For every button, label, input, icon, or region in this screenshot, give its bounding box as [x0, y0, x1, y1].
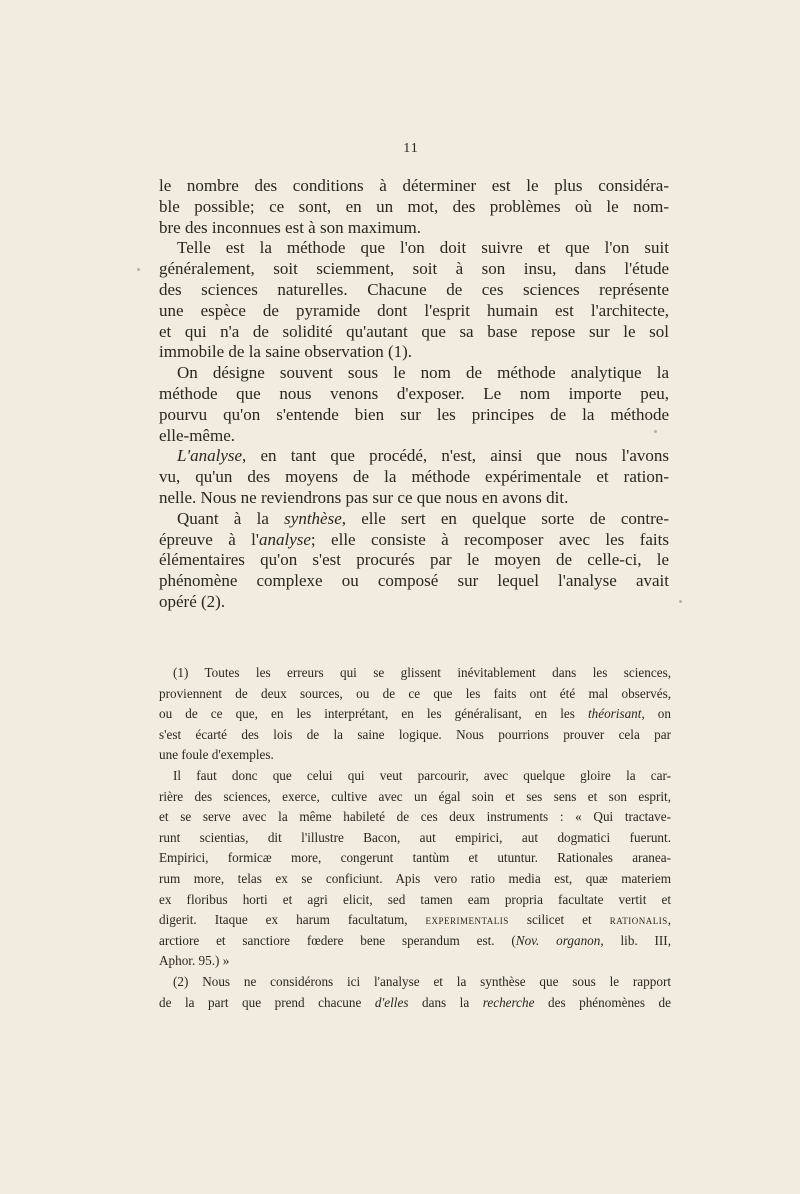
main-line — [159, 509, 669, 530]
main-text-text: ble possible; ce sont, en un mot, des problèmes où le nom- — [159, 196, 669, 216]
footnote-line — [159, 766, 671, 787]
main-line — [159, 301, 669, 322]
main-pre_it-text: L'analyse — [177, 446, 243, 466]
main-line — [159, 592, 669, 613]
footnote-text-text: des phénomènes de — [534, 994, 671, 1010]
footnote-pre-text: digerit. Itaque ex harum facultatum, — [159, 912, 426, 928]
footnote-text-text: une foule d'exemples. — [159, 747, 274, 763]
main-text-text: généralement, soit sciemment, soit à son insu, dans l'étude — [159, 259, 669, 279]
footnote-text-text: , lib. III, — [600, 932, 671, 948]
footnote-text-text: proviennent de deux sources, ou de ce que les faits ont été mal observés, — [159, 685, 671, 701]
main-text-block — [159, 176, 669, 613]
footnote-pre-text: de la part que prend chacune — [159, 994, 375, 1010]
main-text-text: , en tant que procédé, n'est, ainsi que nous l'avons — [242, 446, 669, 466]
main-text-text: le nombre des conditions à déterminer est le plus considéra- — [159, 176, 669, 195]
main-line — [159, 197, 669, 218]
main-line — [159, 571, 669, 592]
footnote-pre-text: ou de ce que, en les interprétant, en les généralisant, en les — [159, 706, 588, 722]
main-line — [159, 218, 669, 239]
footnote-line — [159, 787, 671, 808]
main-text-text: méthode que nous venons d'exposer. Le nom importe peu, — [159, 383, 669, 403]
main-pre-text: Quant à la — [177, 508, 285, 528]
footnote-line — [159, 663, 671, 684]
footnote-line — [159, 807, 671, 828]
main-line — [159, 530, 669, 551]
main-text-text: phénomène complexe ou composé sur lequel l'analyse avait — [159, 571, 669, 591]
paper-speck — [137, 268, 140, 271]
footnote-sc1-text: experimentalis — [425, 912, 509, 928]
footnote-line — [159, 725, 671, 746]
main-text-text: elle-même. — [159, 425, 235, 445]
footnote-line — [159, 684, 671, 705]
main-line — [159, 488, 669, 509]
paper-speck — [654, 430, 657, 433]
main-text-text: une espèce de pyramide dont l'esprit humain est l'architecte, — [159, 300, 669, 320]
footnote-text-text: , on — [641, 706, 671, 722]
footnote-text-text: Il faut donc que celui qui veut parcourir, avec quelque gloire la car- — [173, 767, 671, 783]
main-text-text: vu, qu'un des moyens de la méthode expérimentale et ration- — [159, 467, 669, 487]
footnote-it-text: théorisant — [587, 706, 642, 722]
main-line — [159, 467, 669, 488]
main-line — [159, 446, 669, 467]
footnote-text-text: et se serve avec la même habileté de ces deux instruments : « Qui tractave- — [159, 809, 671, 825]
footnotes-block — [159, 663, 671, 1013]
footnote-line — [159, 704, 671, 725]
main-line — [159, 405, 669, 426]
main-paragraphs — [159, 176, 669, 613]
main-text-text: , elle sert en quelque sorte de contre- — [341, 508, 670, 528]
footnote-text-text: (1) Toutes les erreurs qui se glissent inévitablement dans les sciences, — [173, 665, 671, 680]
footnote-line — [159, 910, 671, 931]
footnote-text-text: rum more, telas ex se conficiunt. Apis vero ratio media est, quæ materiem — [159, 870, 671, 886]
footnote-line — [159, 993, 671, 1014]
footnote-text-text: Empirici, formicæ more, congerunt tantùm et utuntur. Rationales aranea- — [159, 850, 671, 866]
main-it-text: analyse — [258, 529, 311, 549]
footnote-text-text: (2) Nous ne considérons ici l'analyse et la synthèse que sous le rapport — [173, 973, 671, 989]
footnote-text-text: Aphor. 95.) » — [159, 953, 230, 969]
footnote-line — [159, 890, 671, 911]
paper-speck — [679, 600, 682, 603]
footnote-line — [159, 931, 671, 952]
main-line — [159, 550, 669, 571]
main-pre-text: épreuve à l' — [159, 529, 259, 549]
footnote-paragraphs — [159, 663, 671, 1013]
main-text-text: bre des inconnues est à son maximum. — [159, 217, 422, 237]
footnote-mid-text: scilicet et — [508, 912, 610, 928]
footnote-line — [159, 745, 671, 766]
footnote-line — [159, 828, 671, 849]
main-text-text: nelle. Nous ne reviendrons pas sur ce que nous en avons dit. — [159, 487, 569, 507]
main-text-text: élémentaires qu'on s'est procurés par le moyen de celle-ci, le — [159, 550, 669, 570]
footnote-line — [159, 848, 671, 869]
footnote-mid-text: dans la — [408, 994, 483, 1010]
footnote-sc2-text: rationalis — [609, 912, 668, 928]
main-text-text: Telle est la méthode que l'on doit suivre et que l'on suit — [177, 238, 669, 258]
footnote-line — [159, 951, 671, 972]
main-text-text: opéré (2). — [159, 591, 226, 611]
footnote-pre-text: arctiore et sanctiore fœdere bene sperandum est. ( — [159, 932, 516, 948]
footnote-text-text: rière des sciences, exerce, cultive avec un égal soin et ses sens et son esprit, — [159, 788, 671, 804]
footnote-it-text: d'elles — [374, 994, 409, 1010]
main-line — [159, 322, 669, 343]
main-text-text: ; elle consiste à recomposer avec les faits — [310, 529, 669, 549]
main-line — [159, 426, 669, 447]
footnote-text-text: , — [667, 912, 671, 928]
footnote-text-text: ex floribus horti et agri elicit, sed tamen eam propria facultate vertit et — [159, 891, 671, 907]
main-text-text: et qui n'a de solidité qu'autant que sa base repose sur le sol — [159, 321, 669, 341]
main-line — [159, 363, 669, 384]
main-line — [159, 176, 669, 197]
main-text-text: pourvu qu'on s'entende bien sur les principes de la méthode — [159, 404, 669, 424]
footnote-it2-text: recherche — [482, 994, 535, 1010]
main-text-text: des sciences naturelles. Chacune de ces sciences représente — [159, 279, 669, 299]
footnote-text-text: s'est écarté des lois de la saine logique. Nous pourrions prouver cela par — [159, 726, 671, 742]
main-line — [159, 384, 669, 405]
main-line — [159, 259, 669, 280]
main-it-text: synthèse — [284, 508, 342, 528]
page-number: 11 — [403, 141, 419, 156]
footnote-line — [159, 869, 671, 890]
main-line — [159, 342, 669, 363]
main-line — [159, 280, 669, 301]
footnote-text-text: runt scientias, dit l'illustre Bacon, aut empirici, aut dogmatici fuerunt. — [159, 829, 671, 845]
footnote-it-text: Nov. organon — [515, 932, 601, 948]
main-text-text: On désigne souvent sous le nom de méthode analytique la — [177, 363, 669, 383]
main-line — [159, 238, 669, 259]
footnote-line — [159, 972, 671, 993]
main-text-text: immobile de la saine observation (1). — [159, 342, 413, 362]
